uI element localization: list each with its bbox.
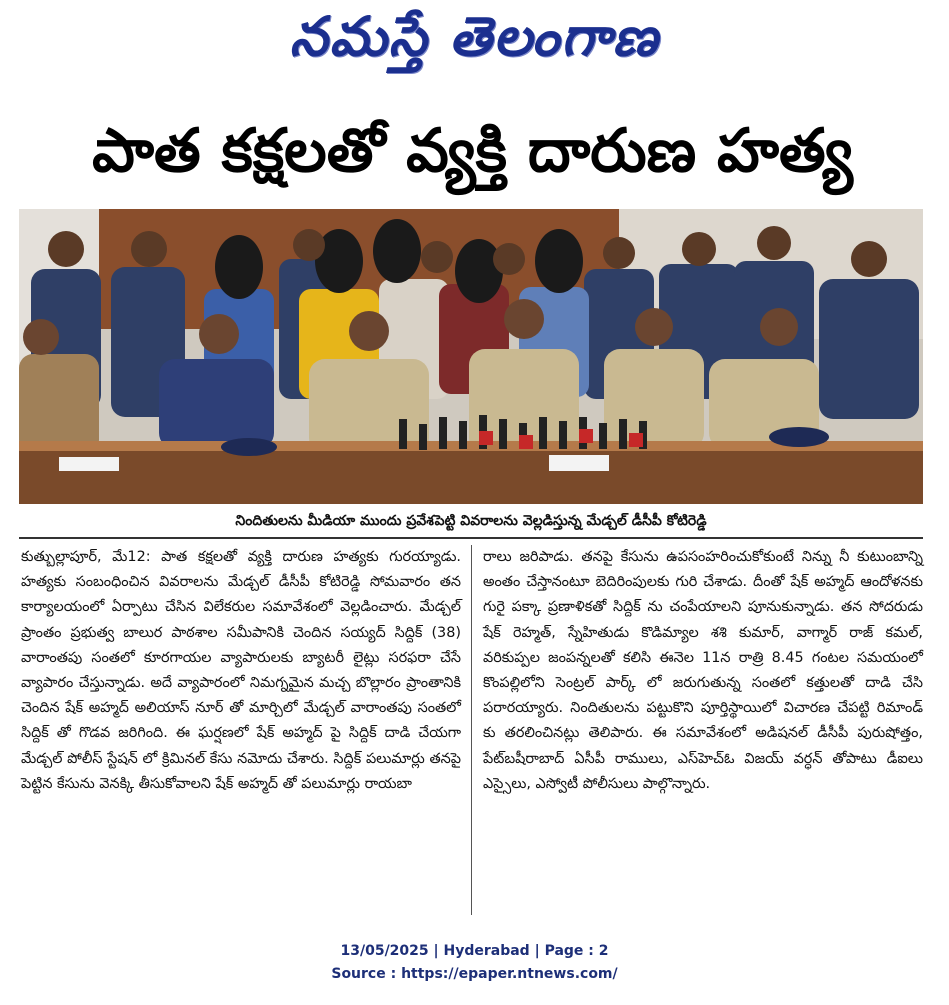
footer-date-line: 13/05/2025 | Hyderabad | Page : 2 [340, 943, 609, 959]
masthead-title: నమస్తే తెలంగాణ [289, 4, 660, 68]
divider [19, 537, 923, 539]
press-meet-photo [19, 209, 923, 504]
headline [20, 103, 925, 199]
article-column-1: కుత్బుల్లాపూర్, మే12: పాత కక్షలతో వ్యక్తి దారుణ హత్యకు గురయ్యాడు. హత్యకు సంబంధించిన వివరాలను మేడ్చల్ డీసీపీ కోటిరెడ్డి సోమవారం తన కార్యాలయంలో ఏర్పాటు చేసిన విలేకరుల సమావేశంలో వెల్లడించారు. మేడ్చల్ ప్రాంతం ప్రభుత్వ బాలుర పాఠశాల సమీపానికి చెందిన సయ్యద్ సిద్దిక్ (38) వారాంతపు సంతలో కూరగాయల వ్యాపారులకు బ్యాటరీ లైట్లు సరఫరా చేసే వ్యాపారం చేస్తున్నాడు. అదే వ్యాపారంలో నిమగ్నమైన మచ్చ బొల్లారం ప్రాంతానికి చెందిన షేక్ అహ్మద్ అలియాస్ నూర్ తో మార్చిలో మేడ్చల్ వారాంతపు సంతలో సిద్దిక్ తో గొడవ జరిగింది. ఈ ఘర్షణలో షేక్ అహ్మద్ పై సిద్దిక్ దాడి చేయగా మేడ్చల్ పోలీస్ స్టేషన్ లో క్రిమినల్ కేసు నమోదు చేశారు. సిద్దిక్ పలుమార్లు తనపై పెట్టిన కేసును వెనక్కి తీసుకోవాలని షేక్ అహ్మద్ తో పలుమార్లు రాయబా [21, 549, 461, 792]
headline-text: పాత కక్షలతో వ్యక్తి దారుణ హత్య [92, 116, 853, 186]
masthead [0, 0, 949, 96]
photo-caption: నిందితులను మీడియా ముందు ప్రవేశపెట్టి వివరాలను వెల్లడిస్తున్న మేడ్చల్ డీసీపీ కోటిరెడ్డి [235, 513, 707, 529]
footer-source-link[interactable]: Source : https://epaper.ntnews.com/ [331, 966, 618, 982]
column-divider [471, 545, 472, 915]
article-column-2: రాలు జరిపాడు. తనపై కేసును ఉపసంహరించుకోకుంటే నిన్ను నీ కుటుంబాన్ని అంతం చేస్తానంటూ బెదిరింపులకు గురి చేశాడు. దీంతో షేక్ అహ్మద్ ఆందోళనకు గురై పక్కా ప్రణాళికతో సిద్దిక్ ను చంపేయాలని పూనుకున్నాడు. తన సోదరుడు షేక్ రెహ్మత్, స్నేహితుడు కొడిమ్యాల శశి కుమార్, వాగ్మార్ రాజ్ కమల్, వరికుప్పల జంపన్నలతో కలిసి ఈనెల 11న రాత్రి 8.45 గంటల సమయంలో కొంపల్లిలోని సెంట్రల్ పార్క్ లో జరుగుతున్న సంతలో కత్తులతో దాడి చేసి పరారయ్యారు. నిందితులను పట్టుకొని పూర్తిస్థాయిలో విచారణ చేపట్టి రిమాండ్ కు తరలించినట్లు తెలిపారు. ఈ సమావేశంలో అడిషనల్ డీసీపీ పురుషోత్తం, పేట్‌బషీరాబాద్ ఏసీపీ రాములు, ఎస్‌హెచ్‌ఓ విజయ్ వర్ధన్ తోపాటు డీఐలు ఎస్సైలు, ఎస్వోటీ పోలీసులు పాల్గొన్నారు. [483, 549, 923, 792]
